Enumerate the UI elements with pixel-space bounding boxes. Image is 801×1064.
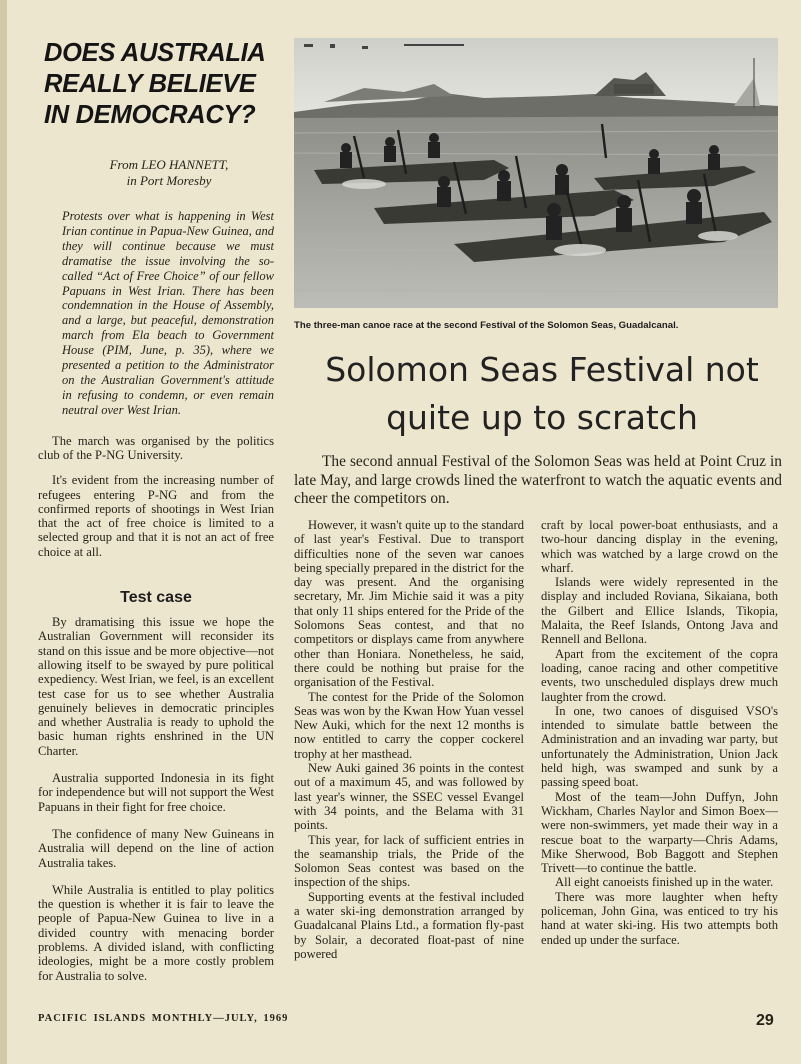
article-column-2 (541, 518, 778, 947)
body-section-b (38, 615, 274, 983)
opinion-headline (44, 38, 274, 131)
page-number: 29 (756, 1012, 774, 1029)
left-column (38, 38, 274, 983)
section-subhead: Test case (120, 589, 192, 607)
body-paragraph: In one, two canoes of disguised VSO's intended to simulate battle between the Administration and an invading war party, but unfortunately the Administration, Union Jack held high, was swamped and sunk by a passing speed boat. (541, 703, 778, 790)
body-paragraph: All eight canoeists finished up in the water. (555, 875, 774, 890)
body-paragraph: Australia supported Indonesia in its fight for independence but will not support the West Papuans in their fight for free choice. (38, 771, 274, 814)
canoe-race-illustration (294, 38, 778, 308)
body-paragraph: By dramatising this issue we hope the Australian Government will reconsider its stand on this issue and be more objective—not allowing itself to be swayed by pure political expediency. West Irian, we feel, is an excellent test case for us to see whether Australia genuinely believes in democratic principles and whether Australia is ready to uphold the basic human rights enshrined in the UN Charter. (38, 615, 274, 758)
byline-author: From LEO HANNETT, (109, 157, 229, 172)
article-title (300, 346, 784, 442)
body-paragraph: Most of the team—John Duffyn, John Wickham, Charles Naylor and Simon Boex—were non-swimmers, yet made their way in a rescue boat to the warparty—Chris Adams, Mike Sherwood, Bob Baggott and Stephen Trivett—to continue the battle. (541, 789, 778, 876)
body-paragraph: It's evident from the increasing number of refugees entering P-NG and from the confirmed reports of shootings in West Irian that the act of free choice is limited to a selected group and that it is not an act of free choice at all. (38, 473, 274, 559)
article-lead: The second annual Festival of the Solomon Seas was held at Point Cruz in late May, and large crowds lined the waterfront to watch the aquatic events and cheer the competitors on. (294, 453, 782, 507)
article-title-line: quite up to scratch (386, 398, 698, 437)
headline-line: DOES AUSTRALIA (44, 39, 266, 67)
article-column-1 (294, 518, 524, 961)
body-section-a (38, 434, 274, 559)
page-binding-edge (0, 0, 7, 1064)
body-paragraph: There was more laughter when hefty policeman, John Gina, was enticed to try his hand at water ski-ing. His two attempts both ended up under the surface. (541, 889, 778, 947)
publication-footer: PACIFIC ISLANDS MONTHLY—JULY, 1969 (38, 1013, 289, 1024)
body-paragraph: The confidence of many New Guineans in Australia will depend on the line of action Australia takes. (38, 826, 274, 870)
canoe-race-photo (294, 38, 778, 308)
body-paragraph: Islands were widely represented in the display and included Roviana, Sikaiana, both the Gilbert and Ellice Islands, Tikopia, Malaita, the Reef Islands, Ontong Java and Rennell and Bellona. (541, 575, 778, 647)
body-paragraph: However, it wasn't quite up to the standard of last year's Festival. Due to transport difficulties none of the seven war canoes being specially prepared in the district for the day was present. And the organising secretary, Mr. Jim Michie said it was a pity that only 11 ships entered for the Pride of the Solomons Seas contest, and that no competitors or displays came from anywhere other than Honiara. Nonetheless, he said, there could be nothing but praise for the organisation of the Festival. (294, 518, 524, 690)
byline (64, 157, 274, 189)
byline-location: in Port Moresby (126, 173, 212, 188)
article-title-line: Solomon Seas Festival not (325, 350, 759, 389)
photo-caption: The three-man canoe race at the second Festival of the Solomon Seas, Guadalcanal. (294, 320, 679, 331)
body-paragraph: craft by local power-boat enthusiasts, and a two-hour dancing display in the evening, which was watched by a large crowd on the wharf. (541, 518, 778, 575)
body-paragraph: The contest for the Pride of the Solomon Seas was won by the Kwan How Yuan vessel New Auki, which for the next 12 months is now entitled to carry the copper cockerel trophy at her masthead. (294, 689, 524, 761)
body-paragraph: Apart from the excitement of the copra loading, canoe racing and other competitive events, two unscheduled displays drew much laughter from the crowd. (541, 646, 778, 704)
body-paragraph: Supporting events at the festival included a water ski-ing demonstration arranged by Guadalcanal Plains Ltd., a formation fly-past by Solair, a decorated float-past of nine powered (294, 889, 524, 961)
body-paragraph: New Auki gained 36 points in the contest out of a maximum 45, and was followed by last year's winner, the SSEC vessel Evangel with 34 points, and the Belama with 31 points. (294, 761, 524, 833)
body-paragraph: The march was organised by the politics club of the P-NG University. (38, 433, 274, 462)
intro-paragraph: Protests over what is happening in West Irian continue in Papua-New Guinea, and they will continue because we must dramatise the issue involving the so-called “Act of Free Choice” of our fellow Papuans in West Irian. There has been condemnation in the House of Assembly, and a large, but peaceful, demonstration march from Ela beach to Government House (PIM, June, p. 35), where we presented a petition to the Administrator on the Australian Government's attitude in refusing to condemn, or even remain neutral over West Irian. (62, 209, 274, 417)
headline-line: IN DEMOCRACY? (44, 101, 256, 129)
body-paragraph: This year, for lack of sufficient entries in the seamanship trials, the Pride of the Solomon Seas contest was based on the inspection of the ships. (294, 832, 524, 890)
body-paragraph: While Australia is entitled to play politics the question is whether it is fair to leave the people of Papua-New Guinea to live in a divided country with menacing border problems. A divided island, with conflicting ideologies, might be a more costly problem for Australia to solve. (38, 882, 274, 983)
headline-line: REALLY BELIEVE (44, 70, 256, 98)
